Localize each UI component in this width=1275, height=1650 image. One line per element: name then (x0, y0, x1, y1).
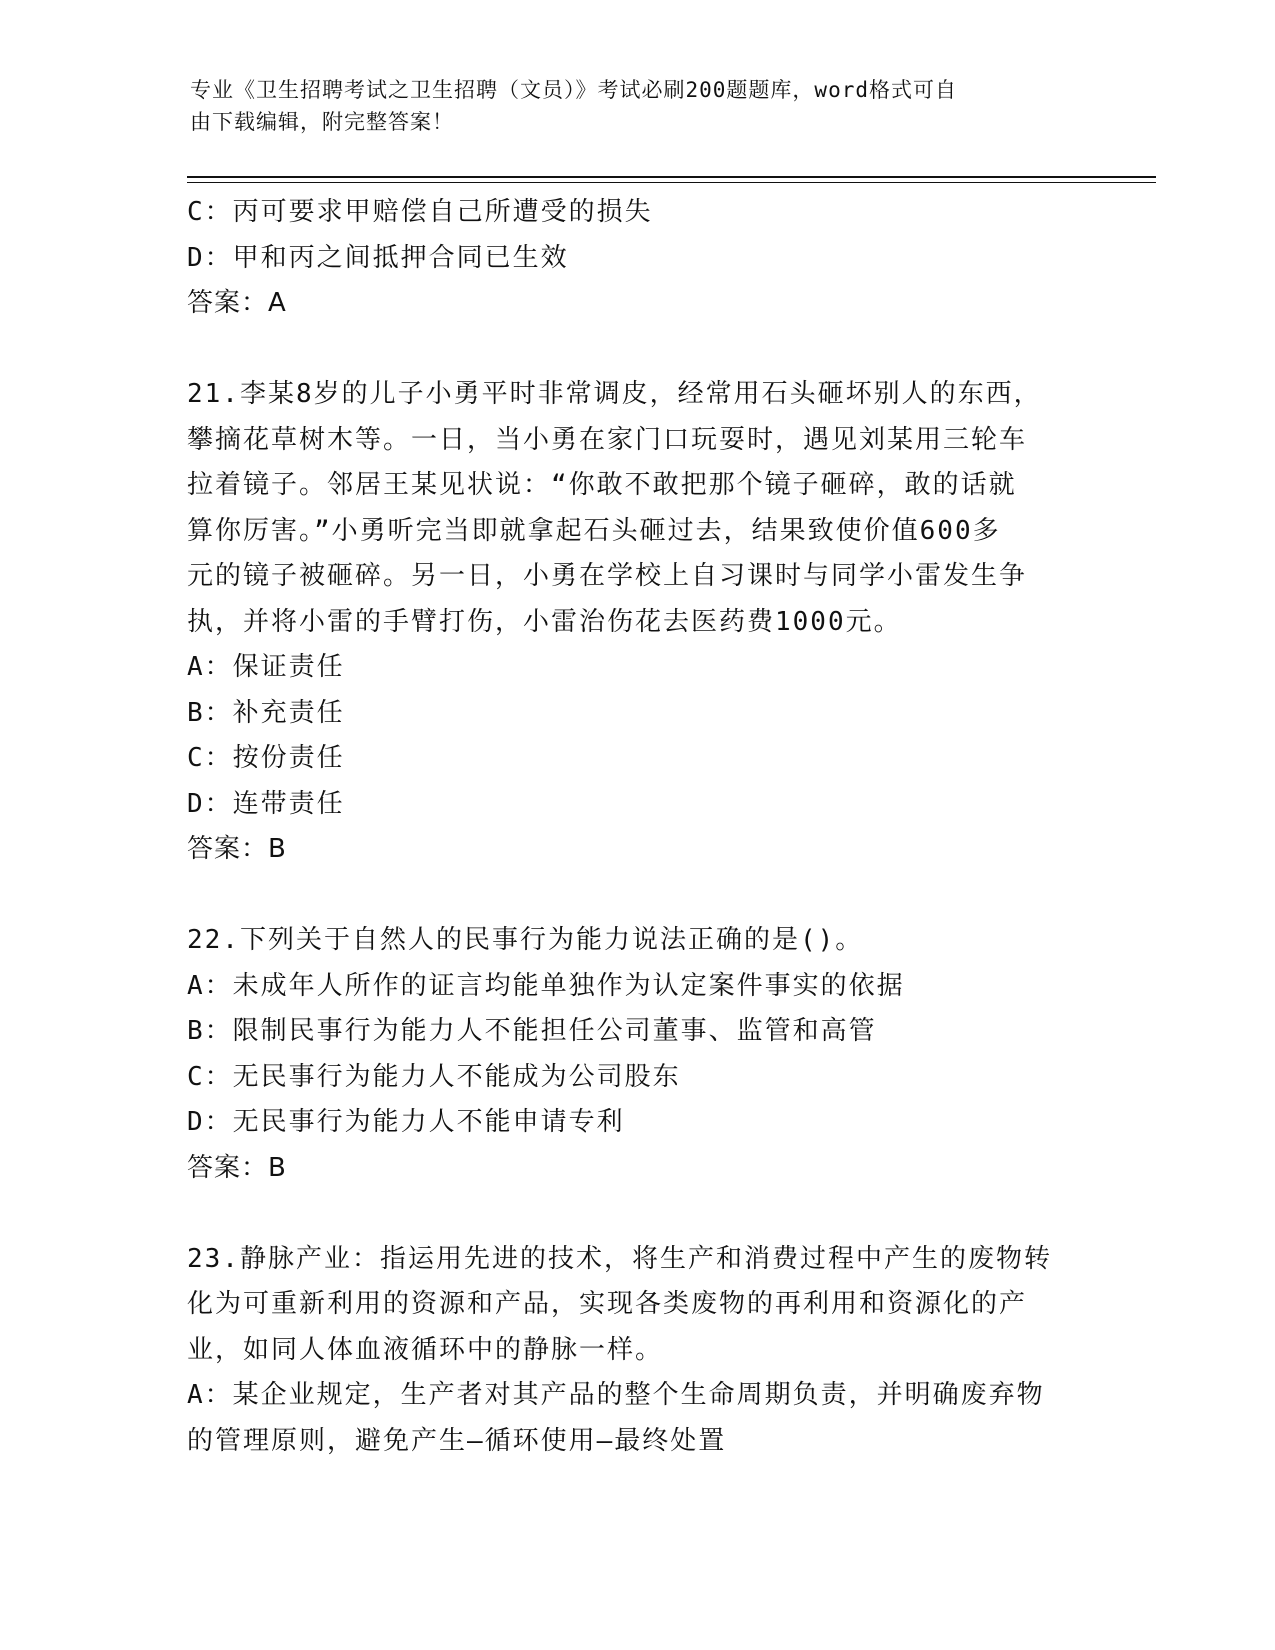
questions-body (187, 190, 1087, 1464)
option-d: D：甲和丙之间抵押合同已生效 (187, 242, 569, 273)
answer: 答案：B (187, 1152, 287, 1183)
spacer (187, 1191, 1087, 1237)
option-c: C：按份责任 (187, 743, 345, 773)
question-21-line-3: 拉着镜子。邻居王某见状说：“你敢不敢把那个镜子砸碎，敢的话就 (187, 470, 1017, 500)
question-22-line-1: 22.下列关于自然人的民事行为能力说法正确的是()。 (187, 925, 864, 955)
question-21-line-5: 元的镜子被砸碎。另一日，小勇在学校上自习课时与同学小雷发生争 (187, 561, 1028, 591)
question-21-line-6: 执，并将小雷的手臂打伤，小雷治伤花去医药费1000元。 (187, 606, 902, 637)
spacer (187, 873, 1087, 919)
option-a: A：保证责任 (187, 652, 345, 682)
spacer (187, 327, 1087, 373)
option-c: C：丙可要求甲赔偿自己所遭受的损失 (187, 197, 653, 227)
question-23-line-1: 23.静脉产业：指运用先进的技术，将生产和消费过程中产生的废物转 (187, 1243, 1052, 1274)
option-c: C：无民事行为能力人不能成为公司股东 (187, 1061, 681, 1092)
option-b: B：补充责任 (187, 697, 345, 728)
question-23-line-3: 业，如同人体血液循环中的静脉一样。 (187, 1334, 664, 1365)
option-d: D：连带责任 (187, 788, 345, 819)
header-line-2: 由下载编辑，附完整答案！ (190, 110, 454, 134)
option-a: A：未成年人所作的证言均能单独作为认定案件事实的依据 (187, 970, 905, 1001)
option-a: A：某企业规定，生产者对其产品的整个生命周期负责，并明确废弃物 (187, 1380, 1045, 1410)
question-21-line-4: 算你厉害。”小勇听完当即就拿起石头砸过去，结果致使价值600多 (187, 515, 1001, 546)
question-21-line-2: 攀摘花草树木等。一日，当小勇在家门口玩耍时，遇见刘某用三轮车 (187, 424, 1028, 455)
option-b: B：限制民事行为能力人不能担任公司董事、监管和高管 (187, 1016, 877, 1046)
page-header (190, 74, 1090, 138)
question-21-line-1: 21.李某8岁的儿子小勇平时非常调皮，经常用石头砸坏别人的东西， (187, 379, 1042, 409)
answer: 答案：A (187, 288, 287, 318)
option-a-continued: 的管理原则，避免产生—循环使用—最终处置 (187, 1425, 727, 1456)
option-d: D：无民事行为能力人不能申请专利 (187, 1107, 625, 1137)
header-rule-thin (187, 182, 1156, 183)
header-rule-thick (187, 176, 1156, 178)
header-line-1: 专业《卫生招聘考试之卫生招聘（文员）》考试必刷200题题库，word格式可自 (190, 78, 957, 102)
question-23-line-2: 化为可重新利用的资源和产品，实现各类废物的再利用和资源化的产 (187, 1289, 1028, 1319)
answer: 答案：B (187, 834, 287, 864)
